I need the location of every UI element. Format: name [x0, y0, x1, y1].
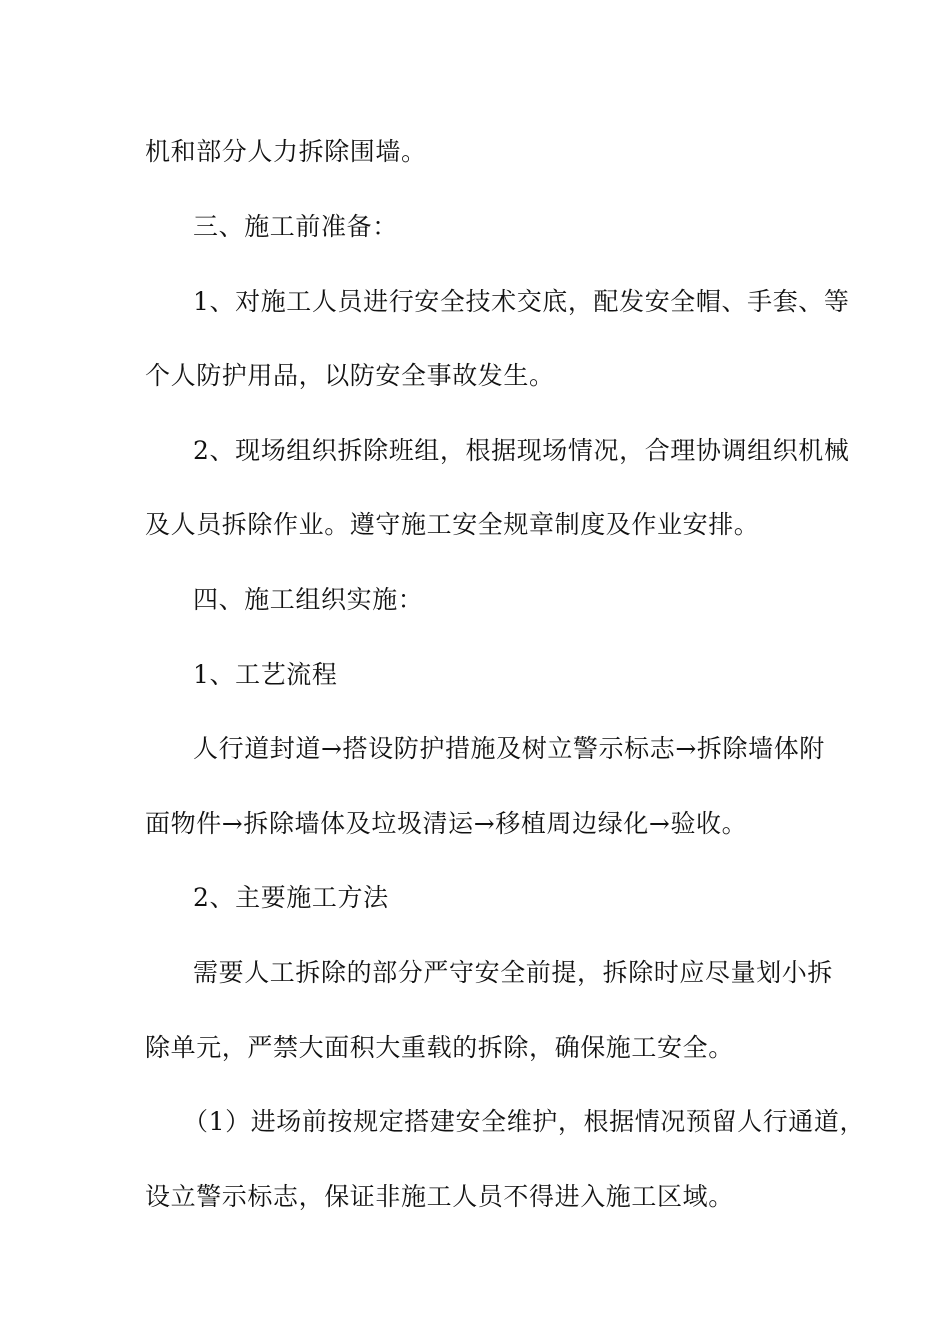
text-line: 机和部分人力拆除围墙。	[145, 137, 427, 166]
text-line: 需要人工拆除的部分严守安全前提，拆除时应尽量划小拆	[193, 958, 834, 987]
text-line: 2、现场组织拆除班组，根据现场情况，合理协调组织机械	[193, 436, 850, 465]
text-line: 人行道封道→搭设防护措施及树立警示标志→拆除墙体附	[193, 734, 825, 763]
section-heading: 四、施工组织实施：	[193, 585, 424, 614]
text-line: 设立警示标志，保证非施工人员不得进入施工区域。	[145, 1182, 734, 1211]
text-line: （1）进场前按规定搭建安全维护，根据情况预留人行通道，	[183, 1107, 866, 1136]
text-line: 面物件→拆除墙体及垃圾清运→移植周边绿化→验收。	[145, 809, 748, 838]
text-line: 个人防护用品，以防安全事故发生。	[145, 361, 555, 390]
text-line: 除单元，严禁大面积大重载的拆除，确保施工安全。	[145, 1033, 734, 1062]
subsection-heading: 1、工艺流程	[193, 660, 338, 689]
text-line: 及人员拆除作业。遵守施工安全规章制度及作业安排。	[145, 510, 760, 539]
text-line: 1、对施工人员进行安全技术交底，配发安全帽、手套、等	[193, 287, 850, 316]
subsection-heading: 2、主要施工方法	[193, 883, 389, 912]
section-heading: 三、施工前准备：	[193, 212, 398, 241]
